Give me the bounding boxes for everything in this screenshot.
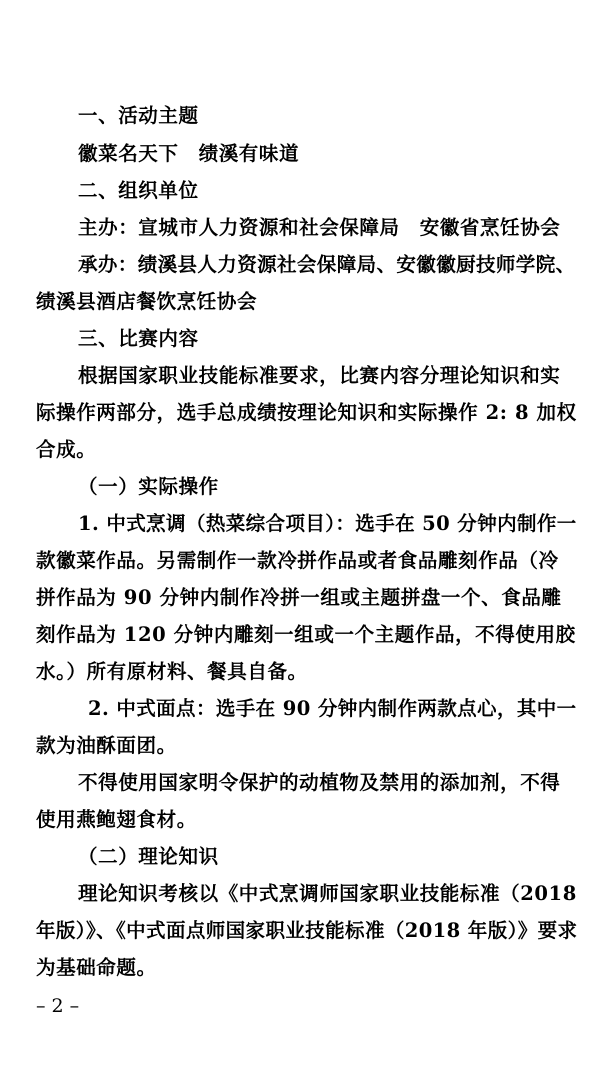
theory-line: 年版）》、《中式面点师国家职业技能标准（2018 年版）》要求: [36, 919, 578, 942]
organizer-line: 主办：宣城市人力资源和社会保障局 安徽省烹饪协会: [78, 216, 561, 239]
item-2-line: 2. 中式面点：选手在 90 分钟内制作两款点心，其中一: [88, 697, 577, 720]
paragraph-line: 根据国家职业技能标准要求，比赛内容分理论知识和实: [78, 364, 561, 387]
co-organizer-line: 承办：绩溪县人力资源社会保障局、安徽徽厨技师学院、: [78, 253, 576, 276]
theory-line: 为基础命题。: [36, 956, 157, 979]
section-1-heading: 一、活动主题: [78, 104, 199, 127]
note-line: 使用燕鲍翅食材。: [36, 808, 197, 831]
item-1-line: 拼作品为 90 分钟内制作冷拼一组或主题拼盘一个、食品雕: [36, 586, 562, 609]
note-line: 不得使用国家明令保护的动植物及禁用的添加剂，不得: [78, 771, 561, 794]
subsection-2-heading: （二）理论知识: [78, 845, 219, 868]
item-1-line: 1. 中式烹调（热菜综合项目）：选手在 50 分钟内制作一: [78, 512, 577, 535]
item-1-line: 款徽菜作品。另需制作一款冷拼作品或者食品雕刻作品（冷: [36, 549, 559, 572]
paragraph-line: 合成。: [36, 438, 97, 461]
item-1-line: 水。）所有原材料、餐具自备。: [36, 660, 308, 683]
subsection-1-heading: （一）实际操作: [78, 475, 219, 498]
paragraph-line: 际操作两部分，选手总成绩按理论知识和实际操作 2: 8 加权: [36, 401, 577, 424]
theory-line: 理论知识考核以《中式烹调师国家职业技能标准（2018: [78, 882, 577, 905]
section-2-heading: 二、组织单位: [78, 179, 199, 202]
section-1-text: 徽菜名天下 绩溪有味道: [78, 142, 300, 165]
co-organizer-line-cont: 绩溪县酒店餐饮烹饪协会: [36, 290, 258, 313]
item-2-line: 款为油酥面团。: [36, 734, 177, 757]
page-number: – 2 –: [36, 995, 80, 1017]
section-3-heading: 三、比赛内容: [78, 327, 199, 350]
item-1-line: 刻作品为 120 分钟内雕刻一组或一个主题作品，不得使用胶: [36, 623, 576, 646]
